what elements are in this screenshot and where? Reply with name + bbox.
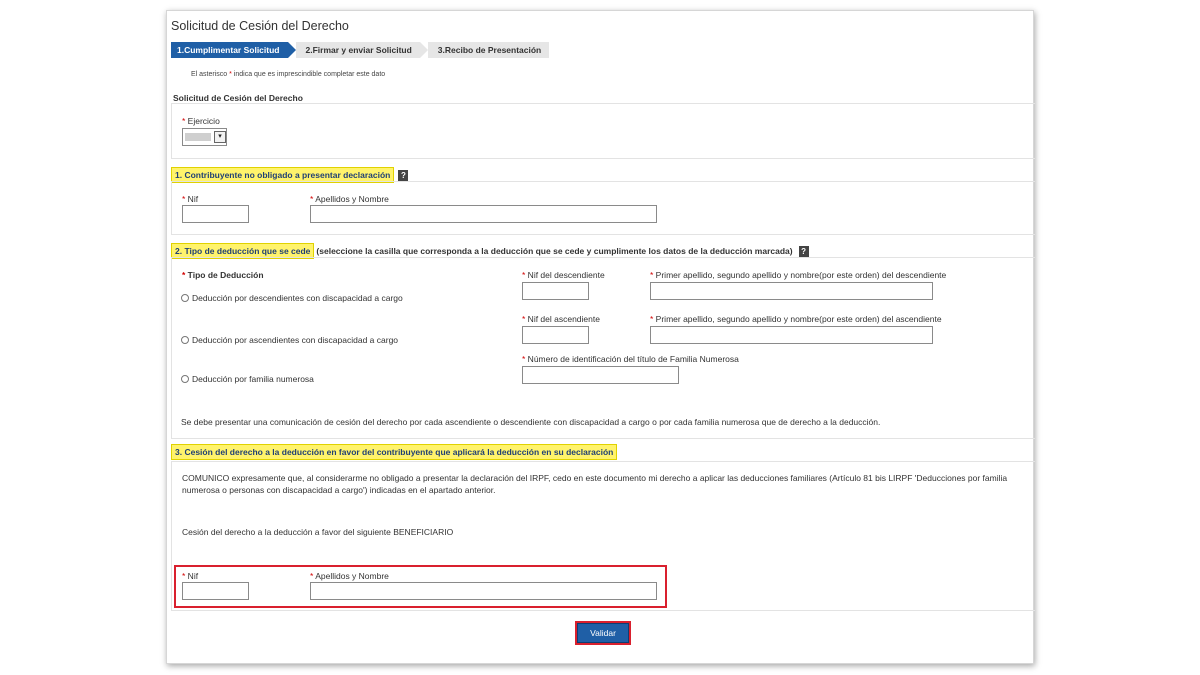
nif-ascendiente-label: * Nif del ascendiente xyxy=(522,314,600,324)
section1-title: 1. Contribuyente no obligado a presentar declaración xyxy=(171,167,394,183)
section1-panel xyxy=(171,181,1035,235)
beneficiary-nif-input[interactable] xyxy=(182,582,249,600)
section3-header xyxy=(171,447,617,457)
ejercicio-panel xyxy=(171,103,1035,159)
option-descendientes[interactable]: Deducción por descendientes con discapacidad a cargo xyxy=(181,293,403,303)
page-title: Solicitud de Cesión del Derecho xyxy=(171,19,349,33)
nif-ascendiente-input[interactable] xyxy=(522,326,589,344)
ejercicio-select[interactable] xyxy=(182,128,227,146)
section3-panel xyxy=(171,461,1035,611)
titulo-familia-label: * Número de identificación del título de Familia Numerosa xyxy=(522,354,739,364)
section2-instructions: (seleccione la casilla que corresponda a la deducción que se cede y cumplimente los datos de la deducción marcada) xyxy=(316,246,793,256)
section2-panel xyxy=(171,257,1035,439)
titulo-familia-input[interactable] xyxy=(522,366,679,384)
required-note: El asterisco * indica que es imprescindible completar este dato xyxy=(191,71,386,78)
nif-descendiente-label: * Nif del descendiente xyxy=(522,270,605,280)
beneficiary-name-input[interactable] xyxy=(310,582,657,600)
application-window xyxy=(166,10,1034,664)
radio-button[interactable] xyxy=(181,336,189,344)
chevron-down-icon: ▾ xyxy=(214,131,226,143)
nombre-descendiente-input[interactable] xyxy=(650,282,933,300)
tipo-deduccion-label: * Tipo de Deducción xyxy=(182,270,264,280)
nif-label: * Nif xyxy=(182,194,199,204)
help-icon[interactable]: ? xyxy=(799,246,809,257)
beneficiary-name-label: * Apellidos y Nombre xyxy=(310,571,389,581)
nombre-ascendiente-label: * Primer apellido, segundo apellido y nombre(por este orden) del ascendiente xyxy=(650,314,942,324)
nif-input[interactable] xyxy=(182,205,249,223)
step-receipt[interactable]: 3.Recibo de Presentación xyxy=(428,42,549,58)
section3-title: 3. Cesión del derecho a la deducción en favor del contribuyente que aplicará la deducción en su declaración xyxy=(171,444,617,460)
beneficiary-fields-highlight xyxy=(174,565,667,608)
apellidos-nombre-label: * Apellidos y Nombre xyxy=(310,194,389,204)
apellidos-nombre-input[interactable] xyxy=(310,205,657,223)
section2-title: 2. Tipo de deducción que se cede xyxy=(171,243,314,259)
nombre-ascendiente-input[interactable] xyxy=(650,326,933,344)
beneficiary-nif-label: * Nif xyxy=(182,571,199,581)
step-sign-send[interactable]: 2.Firmar y enviar Solicitud xyxy=(296,42,420,58)
nif-descendiente-input[interactable] xyxy=(522,282,589,300)
form-title: Solicitud de Cesión del Derecho xyxy=(173,93,303,103)
beneficiary-heading: Cesión del derecho a la deducción a favor del siguiente BENEFICIARIO xyxy=(182,527,454,537)
section2-note: Se debe presentar una comunicación de cesión del derecho por cada ascendiente o descendiente con discapacidad a cargo o por cada familia numerosa que de derecho a la deducción. xyxy=(181,417,881,427)
option-familia-numerosa[interactable]: Deducción por familia numerosa xyxy=(181,374,314,384)
required-star: * xyxy=(229,71,232,78)
help-icon[interactable]: ? xyxy=(398,170,408,181)
section3-statement: COMUNICO expresamente que, al considerarme no obligado a presentar la declaración del IRPF, cedo en este documento mi derecho a aplicar las deducciones familiares (Artículo 81 bis LIRPF 'Deducciones por familia numerosa o personas con discapacidad a cargo') indicadas en el apartado anterior. xyxy=(182,473,1008,495)
step-fill-request[interactable]: 1.Cumplimentar Solicitud xyxy=(171,42,288,58)
validar-button[interactable]: Validar xyxy=(577,623,629,643)
ejercicio-label: * Ejercicio xyxy=(182,116,220,126)
nombre-descendiente-label: * Primer apellido, segundo apellido y nombre(por este orden) del descendiente xyxy=(650,270,947,280)
progress-steps xyxy=(171,42,549,58)
radio-button[interactable] xyxy=(181,294,189,302)
option-ascendientes[interactable]: Deducción por ascendientes con discapacidad a cargo xyxy=(181,335,398,345)
radio-button[interactable] xyxy=(181,375,189,383)
